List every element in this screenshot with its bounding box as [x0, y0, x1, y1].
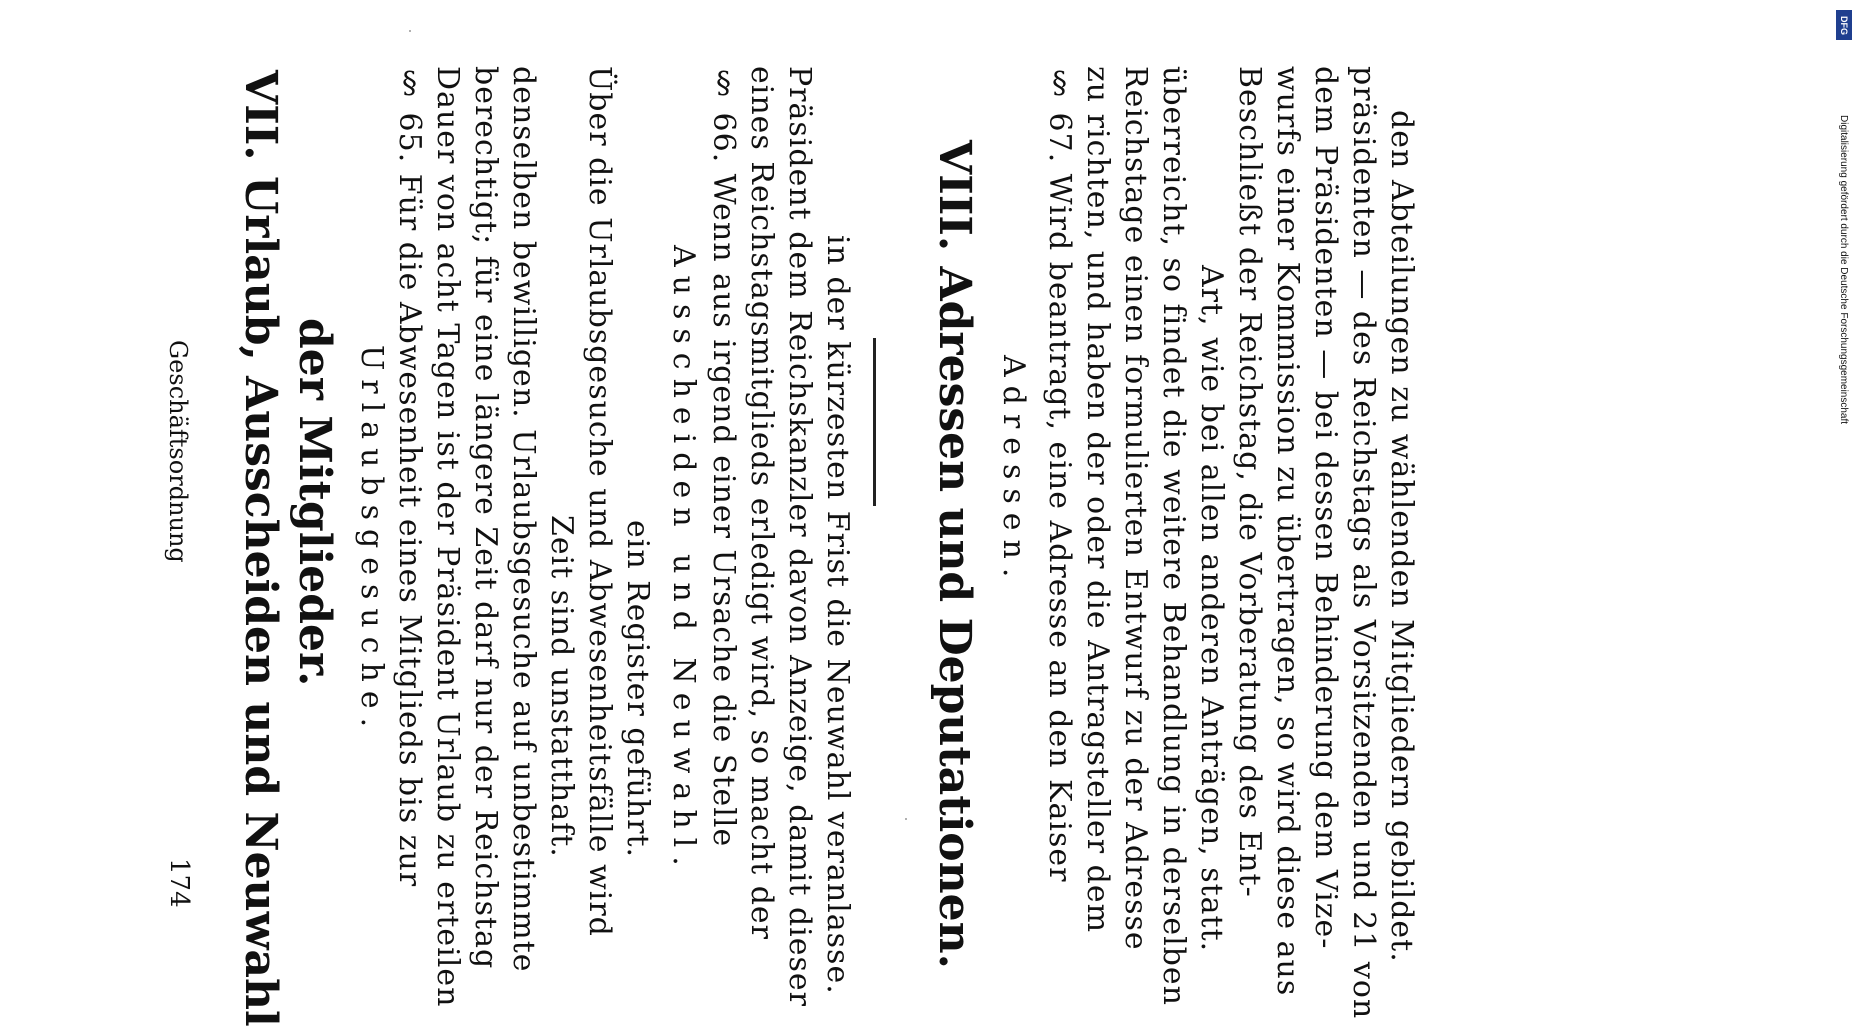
paragraph-66-line: in der kürzesten Frist die Neuwahl veranlasse. — [820, 235, 855, 995]
paragraph-65-line: § 65. Für die Abwesenheit eines Mitglieds bis zur — [392, 66, 427, 888]
running-head: Geschäftsordnung — [164, 340, 192, 563]
paragraph-67-line: den Abteilungen zu wählenden Mitgliedern gebildet. — [1384, 110, 1419, 963]
paragraph-65-line: Zeit sind unstatthaft. — [544, 515, 579, 858]
paragraph-67-line: dem Präsidenten — bei dessen Behinderung dem Vize- — [1308, 66, 1343, 950]
paragraph-67-line: Reichstage einen formulierten Entwurf zu der Adresse — [1118, 66, 1153, 951]
paragraph-67-line: wurfs einer Kommission zu übertragen, so wird diese aus — [1270, 66, 1305, 997]
dfg-logo: DFG — [1836, 10, 1852, 40]
paragraph-66-line: Präsident dem Reichskanzler davon Anzeige, damit dieser — [782, 66, 817, 1007]
paragraph-65-line: denselben bewilligen. Urlaubsgesuche auf unbestimmte — [506, 66, 541, 973]
paragraph-65-line: Dauer von acht Tagen ist der Präsident Urlaub zu erteilen — [430, 66, 465, 1008]
section-vii-title-line1: VII. Urlaub, Ausscheiden und Neuwahl — [235, 70, 286, 1027]
header-column — [166, 0, 196, 1000]
subheading-ausscheiden-und-neuwahl: Ausscheiden und Neuwahl. — [666, 245, 701, 875]
paragraph-67-line: zu richten, und haben der oder die Antragsteller dem — [1080, 66, 1115, 934]
page-number: 174 — [164, 858, 194, 908]
paragraph-66-line: eines Reichstagsmitglieds erledigt wird, so macht der — [744, 66, 779, 941]
subheading-adressen: Adressen. — [996, 355, 1031, 587]
paragraph-67-line: Art, wie bei allen anderen Anträgen, statt. — [1194, 265, 1229, 953]
paragraph-67-line: überreicht, so findet die weitere Behandlung in derselben — [1156, 66, 1191, 1006]
paragraph-67-line: Beschließt der Reichstag, die Vorberatung des Ent- — [1232, 66, 1267, 898]
paragraph-65-line: ein Register geführt. — [620, 520, 655, 859]
section-vii-title-line2: der Mitglieder. — [289, 318, 340, 687]
digitization-credit: Digitalisierung gefördert durch die Deutsche Forschungsgemeinschaft — [1838, 115, 1849, 425]
scan-speck — [409, 30, 411, 32]
paragraph-67-line: präsidenten — des Reichstags als Vorsitzenden und 21 von — [1346, 66, 1381, 1020]
section-viii-title: VIII. Adressen und Deputationen. — [929, 140, 980, 969]
section-divider-rule — [873, 338, 876, 506]
paragraph-67-line: § 67. Wird beantragt, eine Adresse an den Kaiser — [1042, 66, 1077, 883]
scan-speck — [905, 818, 907, 820]
paragraph-66-line: § 66. Wenn aus irgend einer Ursache die Stelle — [706, 66, 741, 848]
paragraph-65-line: Über die Urlaubsgesuche und Abwesenheitsfälle wird — [582, 66, 617, 937]
subheading-urlaubsgesuche: Urlaubsgesuche. — [354, 345, 389, 737]
paragraph-65-line: berechtigt; für eine längere Zeit darf nur der Reichstag — [468, 66, 503, 970]
